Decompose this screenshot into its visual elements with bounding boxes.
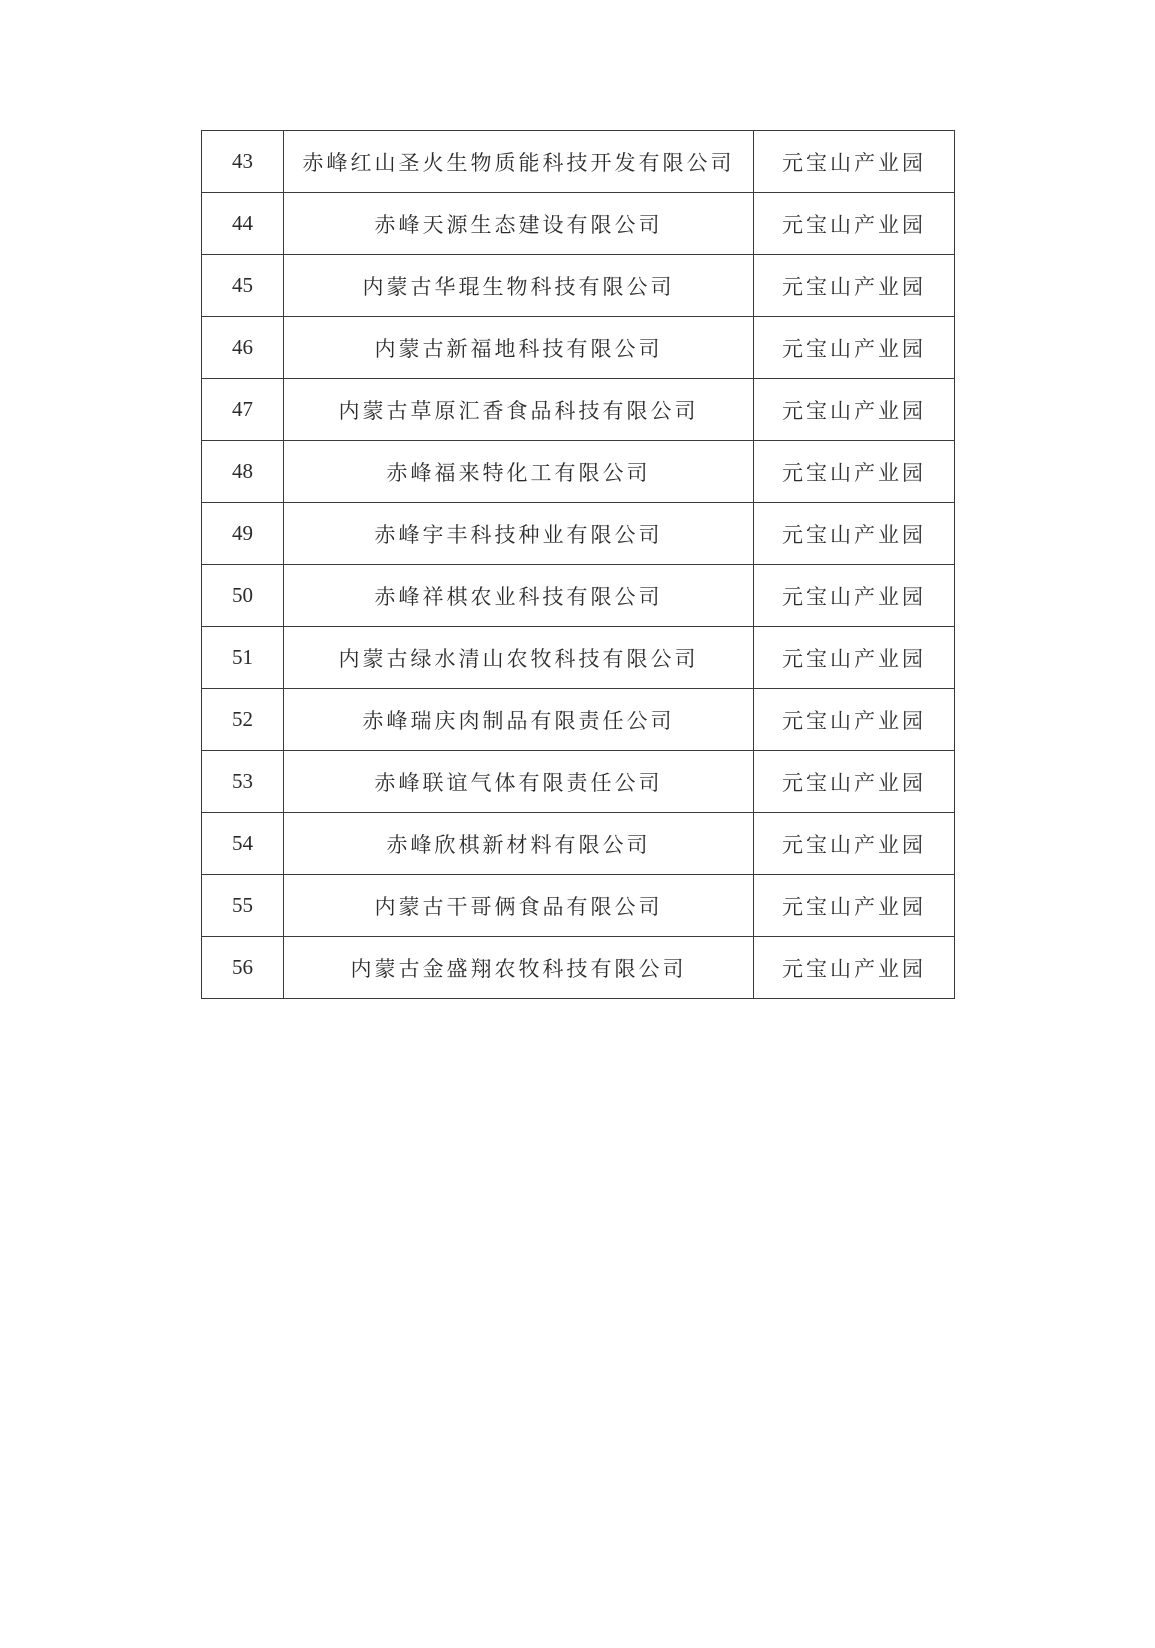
table-row: [202, 813, 955, 875]
row-number: 51: [202, 627, 284, 689]
row-number: 49: [202, 503, 284, 565]
company-name: 内蒙古新福地科技有限公司: [284, 317, 754, 379]
company-name: 内蒙古干哥俩食品有限公司: [284, 875, 754, 937]
company-name: 赤峰欣棋新材料有限公司: [284, 813, 754, 875]
industrial-park: 元宝山产业园: [754, 131, 955, 193]
industrial-park: 元宝山产业园: [754, 503, 955, 565]
row-number: 45: [202, 255, 284, 317]
row-number: 52: [202, 689, 284, 751]
table-row: [202, 503, 955, 565]
table-row: [202, 627, 955, 689]
row-number: 48: [202, 441, 284, 503]
table-row: [202, 379, 955, 441]
row-number: 55: [202, 875, 284, 937]
company-name: 赤峰天源生态建设有限公司: [284, 193, 754, 255]
company-name: 内蒙古金盛翔农牧科技有限公司: [284, 937, 754, 999]
company-list-table: [201, 130, 955, 999]
table-row: [202, 131, 955, 193]
row-number: 47: [202, 379, 284, 441]
industrial-park: 元宝山产业园: [754, 317, 955, 379]
company-name: 内蒙古绿水清山农牧科技有限公司: [284, 627, 754, 689]
company-name: 赤峰瑞庆肉制品有限责任公司: [284, 689, 754, 751]
table-row: [202, 689, 955, 751]
row-number: 44: [202, 193, 284, 255]
table-row: [202, 193, 955, 255]
row-number: 50: [202, 565, 284, 627]
table-row: [202, 565, 955, 627]
industrial-park: 元宝山产业园: [754, 689, 955, 751]
industrial-park: 元宝山产业园: [754, 565, 955, 627]
industrial-park: 元宝山产业园: [754, 875, 955, 937]
row-number: 46: [202, 317, 284, 379]
table-row: [202, 751, 955, 813]
company-name: 内蒙古草原汇香食品科技有限公司: [284, 379, 754, 441]
company-name: 内蒙古华琨生物科技有限公司: [284, 255, 754, 317]
company-name: 赤峰红山圣火生物质能科技开发有限公司: [284, 131, 754, 193]
row-number: 43: [202, 131, 284, 193]
industrial-park: 元宝山产业园: [754, 441, 955, 503]
industrial-park: 元宝山产业园: [754, 255, 955, 317]
table-row: [202, 317, 955, 379]
company-name: 赤峰宇丰科技种业有限公司: [284, 503, 754, 565]
row-number: 54: [202, 813, 284, 875]
company-name: 赤峰祥棋农业科技有限公司: [284, 565, 754, 627]
row-number: 53: [202, 751, 284, 813]
table-row: [202, 441, 955, 503]
industrial-park: 元宝山产业园: [754, 379, 955, 441]
table-row: [202, 937, 955, 999]
company-list-body: [202, 131, 955, 999]
row-number: 56: [202, 937, 284, 999]
company-name: 赤峰联谊气体有限责任公司: [284, 751, 754, 813]
industrial-park: 元宝山产业园: [754, 813, 955, 875]
company-name: 赤峰福来特化工有限公司: [284, 441, 754, 503]
table-row: [202, 875, 955, 937]
industrial-park: 元宝山产业园: [754, 751, 955, 813]
industrial-park: 元宝山产业园: [754, 627, 955, 689]
industrial-park: 元宝山产业园: [754, 937, 955, 999]
industrial-park: 元宝山产业园: [754, 193, 955, 255]
table-row: [202, 255, 955, 317]
